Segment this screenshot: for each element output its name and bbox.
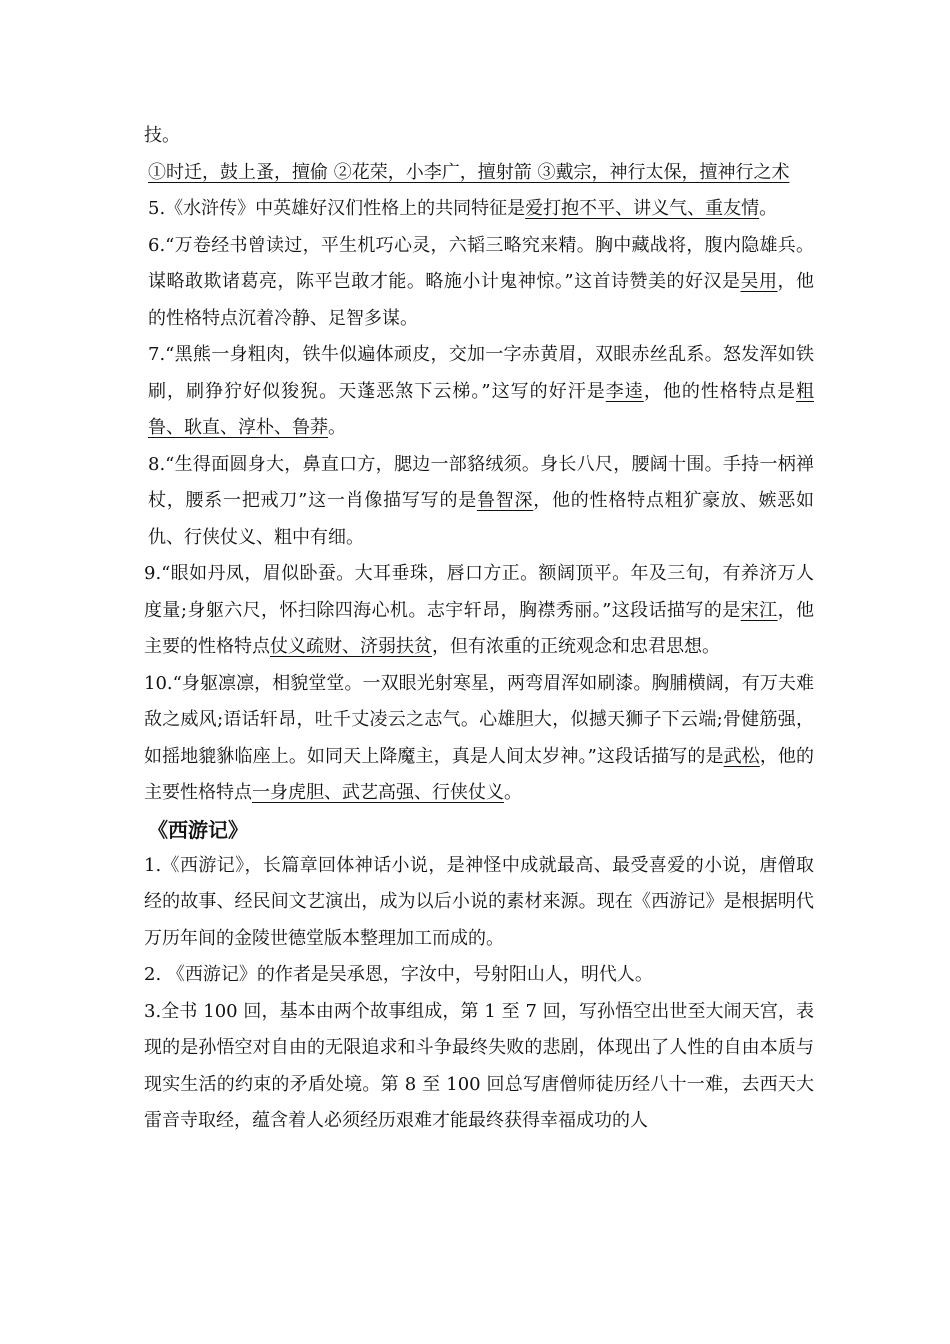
text: ，他的性格特点是 bbox=[643, 380, 797, 402]
underlined-answer: 宋江 bbox=[740, 599, 778, 621]
paragraph-heroes-skills bbox=[144, 155, 814, 192]
text: 10.“身躯凛凛，相貌堂堂。一双眼光射寒星，两弯眉浑如刷漆。胸脯横阔，有万夫难敌之威风;语话轩昂，吐千丈凌云之志气。心雄胆大，似撼天狮子下云端;骨健筋强，如摇地貔貅临座上。如同天上降魔主，真是人间太岁神。”这段话描写的是 bbox=[144, 672, 814, 767]
text: 。 bbox=[759, 198, 778, 219]
text: ，他的主要性格特点 bbox=[144, 745, 815, 803]
text: 。 bbox=[504, 782, 522, 803]
paragraph-7 bbox=[144, 337, 814, 447]
paragraph-xyj-3: 3.全书 100 回，基本由两个故事组成，第 1 至 7 回，写孙悟空出世至大闹天宫，表现的是孙悟空对自由的无限追求和斗争最终失败的悲剧，体现出了人性的自由本质与现实生活的约束的矛盾处境。第 8 至 100 回总写唐僧师徒历经八十一难，去西天大雷音寺取经，蕴含着人必须经历艰难才能最终获得幸福成功的人 bbox=[144, 1000, 814, 1131]
paragraph-10 bbox=[144, 666, 814, 812]
underlined-answer: 一身虎胆、武艺高强、行侠仗义 bbox=[252, 782, 504, 803]
document-page bbox=[144, 118, 814, 1140]
paragraph-8 bbox=[144, 447, 814, 557]
text: 8.“生得面圆身大，鼻直口方，腮边一部貉绒须。身长八尺，腰阔十围。手持一柄禅杖，腰系一把戒刀”这一肖像描写写的是 bbox=[148, 453, 814, 511]
paragraph-xyj-1: 1.《西游记》，长篇章回体神话小说，是神怪中成就最高、最受喜爱的小说，唐僧取经的故事、经民间文艺演出，成为以后小说的素材来源。现在《西游记》是根据明代万历年间的金陵世德堂版本整理加工而成的。 bbox=[144, 854, 814, 949]
underlined-answer: 粗鲁、耿直、淳朴、鲁莽 bbox=[148, 380, 815, 438]
text: 5.《水浒传》中英雄好汉们性格上的共同特征是 bbox=[148, 198, 526, 219]
text: 6.“万卷经书曾读过，平生机巧心灵，六韬三略究来精。胸中藏战将，腹内隐雄兵。谋略敢欺诸葛亮，陈平岂敢才能。略施小计鬼神惊。”这首诗赞美的好汉是 bbox=[148, 234, 814, 292]
paragraph-5 bbox=[144, 191, 814, 228]
underlined-answer: ①时迁，鼓上蚤，擅偷 ②花荣，小李广，擅射箭 ③戴宗，神行太保，擅神行之术 bbox=[148, 161, 790, 183]
underlined-answer: 李逵 bbox=[605, 380, 644, 402]
underlined-answer: 爱打抱不平、讲义气、重友情 bbox=[525, 198, 760, 219]
paragraph-xyj-2: 2. 《西游记》的作者是吴承恩，字汝中，号射阳山人，明代人。 bbox=[144, 964, 653, 985]
underlined-answer: 武松 bbox=[723, 745, 760, 767]
text: ，但有浓重的正统观念和忠君思想。 bbox=[432, 636, 720, 657]
paragraph-ji: 技。 bbox=[144, 125, 180, 146]
text: ，他的性格特点粗犷豪放、嫉恶如仇、行侠仗义、粗中有细。 bbox=[148, 490, 814, 548]
text: ，他主要的性格特点 bbox=[144, 599, 815, 657]
text: 。 bbox=[328, 417, 346, 438]
section-heading: 《西游记》 bbox=[148, 817, 248, 842]
text: 7.“黑熊一身粗肉，铁牛似遍体顽皮，交加一字赤黄眉，双眼赤丝乱系。怒发浑如铁刷，刷狰狞好似狻猊。天蓬恶煞下云梯。”这写的好汗是 bbox=[148, 344, 814, 402]
paragraph-6 bbox=[144, 228, 814, 338]
underlined-answer: 仗义疏财、济弱扶贫 bbox=[270, 636, 432, 657]
underlined-answer: 吴用 bbox=[740, 271, 778, 292]
paragraph-9 bbox=[144, 556, 814, 666]
text: ，他的性格特点沉着冷静、足智多谋。 bbox=[148, 271, 815, 329]
underlined-answer: 鲁智深 bbox=[476, 490, 534, 511]
text: 9.“眼如丹凤，眉似卧蚕。大耳垂珠，唇口方正。额阔顶平。年及三旬，有养济万人度量;身躯六尺，怀扫除四海心机。志宇轩昂，胸襟秀丽。”这段话描写的是 bbox=[144, 563, 814, 621]
